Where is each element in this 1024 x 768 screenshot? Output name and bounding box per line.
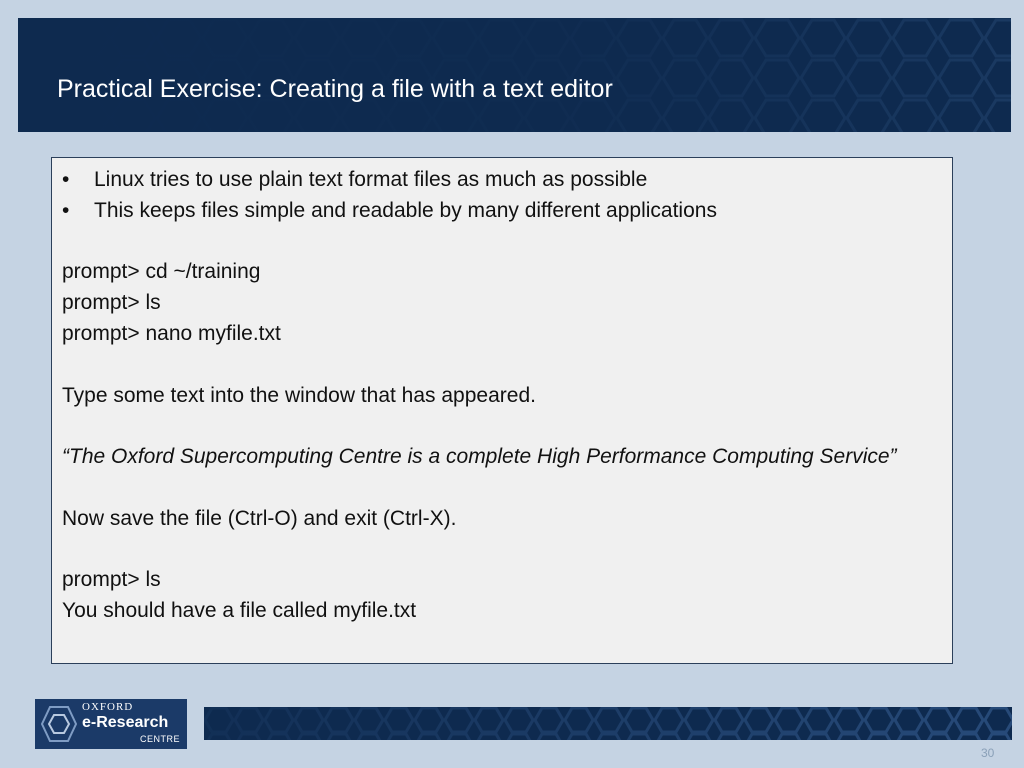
bullet-text: Linux tries to use plain text format files as much as possible [94,168,648,191]
logo-oxford-text: OXFORD [82,701,134,713]
bullet-dot: • [62,198,70,222]
content-text [62,165,942,627]
quote-text: “The Oxford Supercomputing Centre is a complete High Performance Computing Service” [62,445,897,469]
slide-title: Practical Exercise: Creating a file with a text editor [57,75,613,103]
command-line: prompt> cd ~/training [62,260,261,284]
bullet-item [62,165,942,196]
command-line: prompt> nano myfile.txt [62,321,281,345]
content-box [51,157,953,664]
spacer [62,411,942,442]
command-line: prompt> ls [62,568,161,592]
footer-pattern [204,707,1012,740]
spacer [62,473,942,504]
spacer [62,350,942,381]
page-number: 30 [981,746,995,760]
hexagon-logo-icon [41,705,77,743]
logo-eresearch-text: e-Research [82,714,169,731]
spacer [62,535,942,566]
logo-centre-text: CENTRE [140,734,181,744]
title-bar [18,18,1011,132]
save-instruction-text: Now save the file (Ctrl-O) and exit (Ctrl-X). [62,506,457,530]
oxford-eresearch-logo [35,699,187,749]
final-note-text: You should have a file called myfile.txt [62,599,417,623]
bullet-item [62,196,942,227]
bullet-dot: • [62,168,70,191]
footer-band [204,707,1012,740]
command-line: prompt> ls [62,291,161,315]
bullet-text: This keeps files simple and readable by many different applications [94,198,717,222]
instruction-text: Type some text into the window that has appeared. [62,383,536,407]
spacer [62,227,942,258]
